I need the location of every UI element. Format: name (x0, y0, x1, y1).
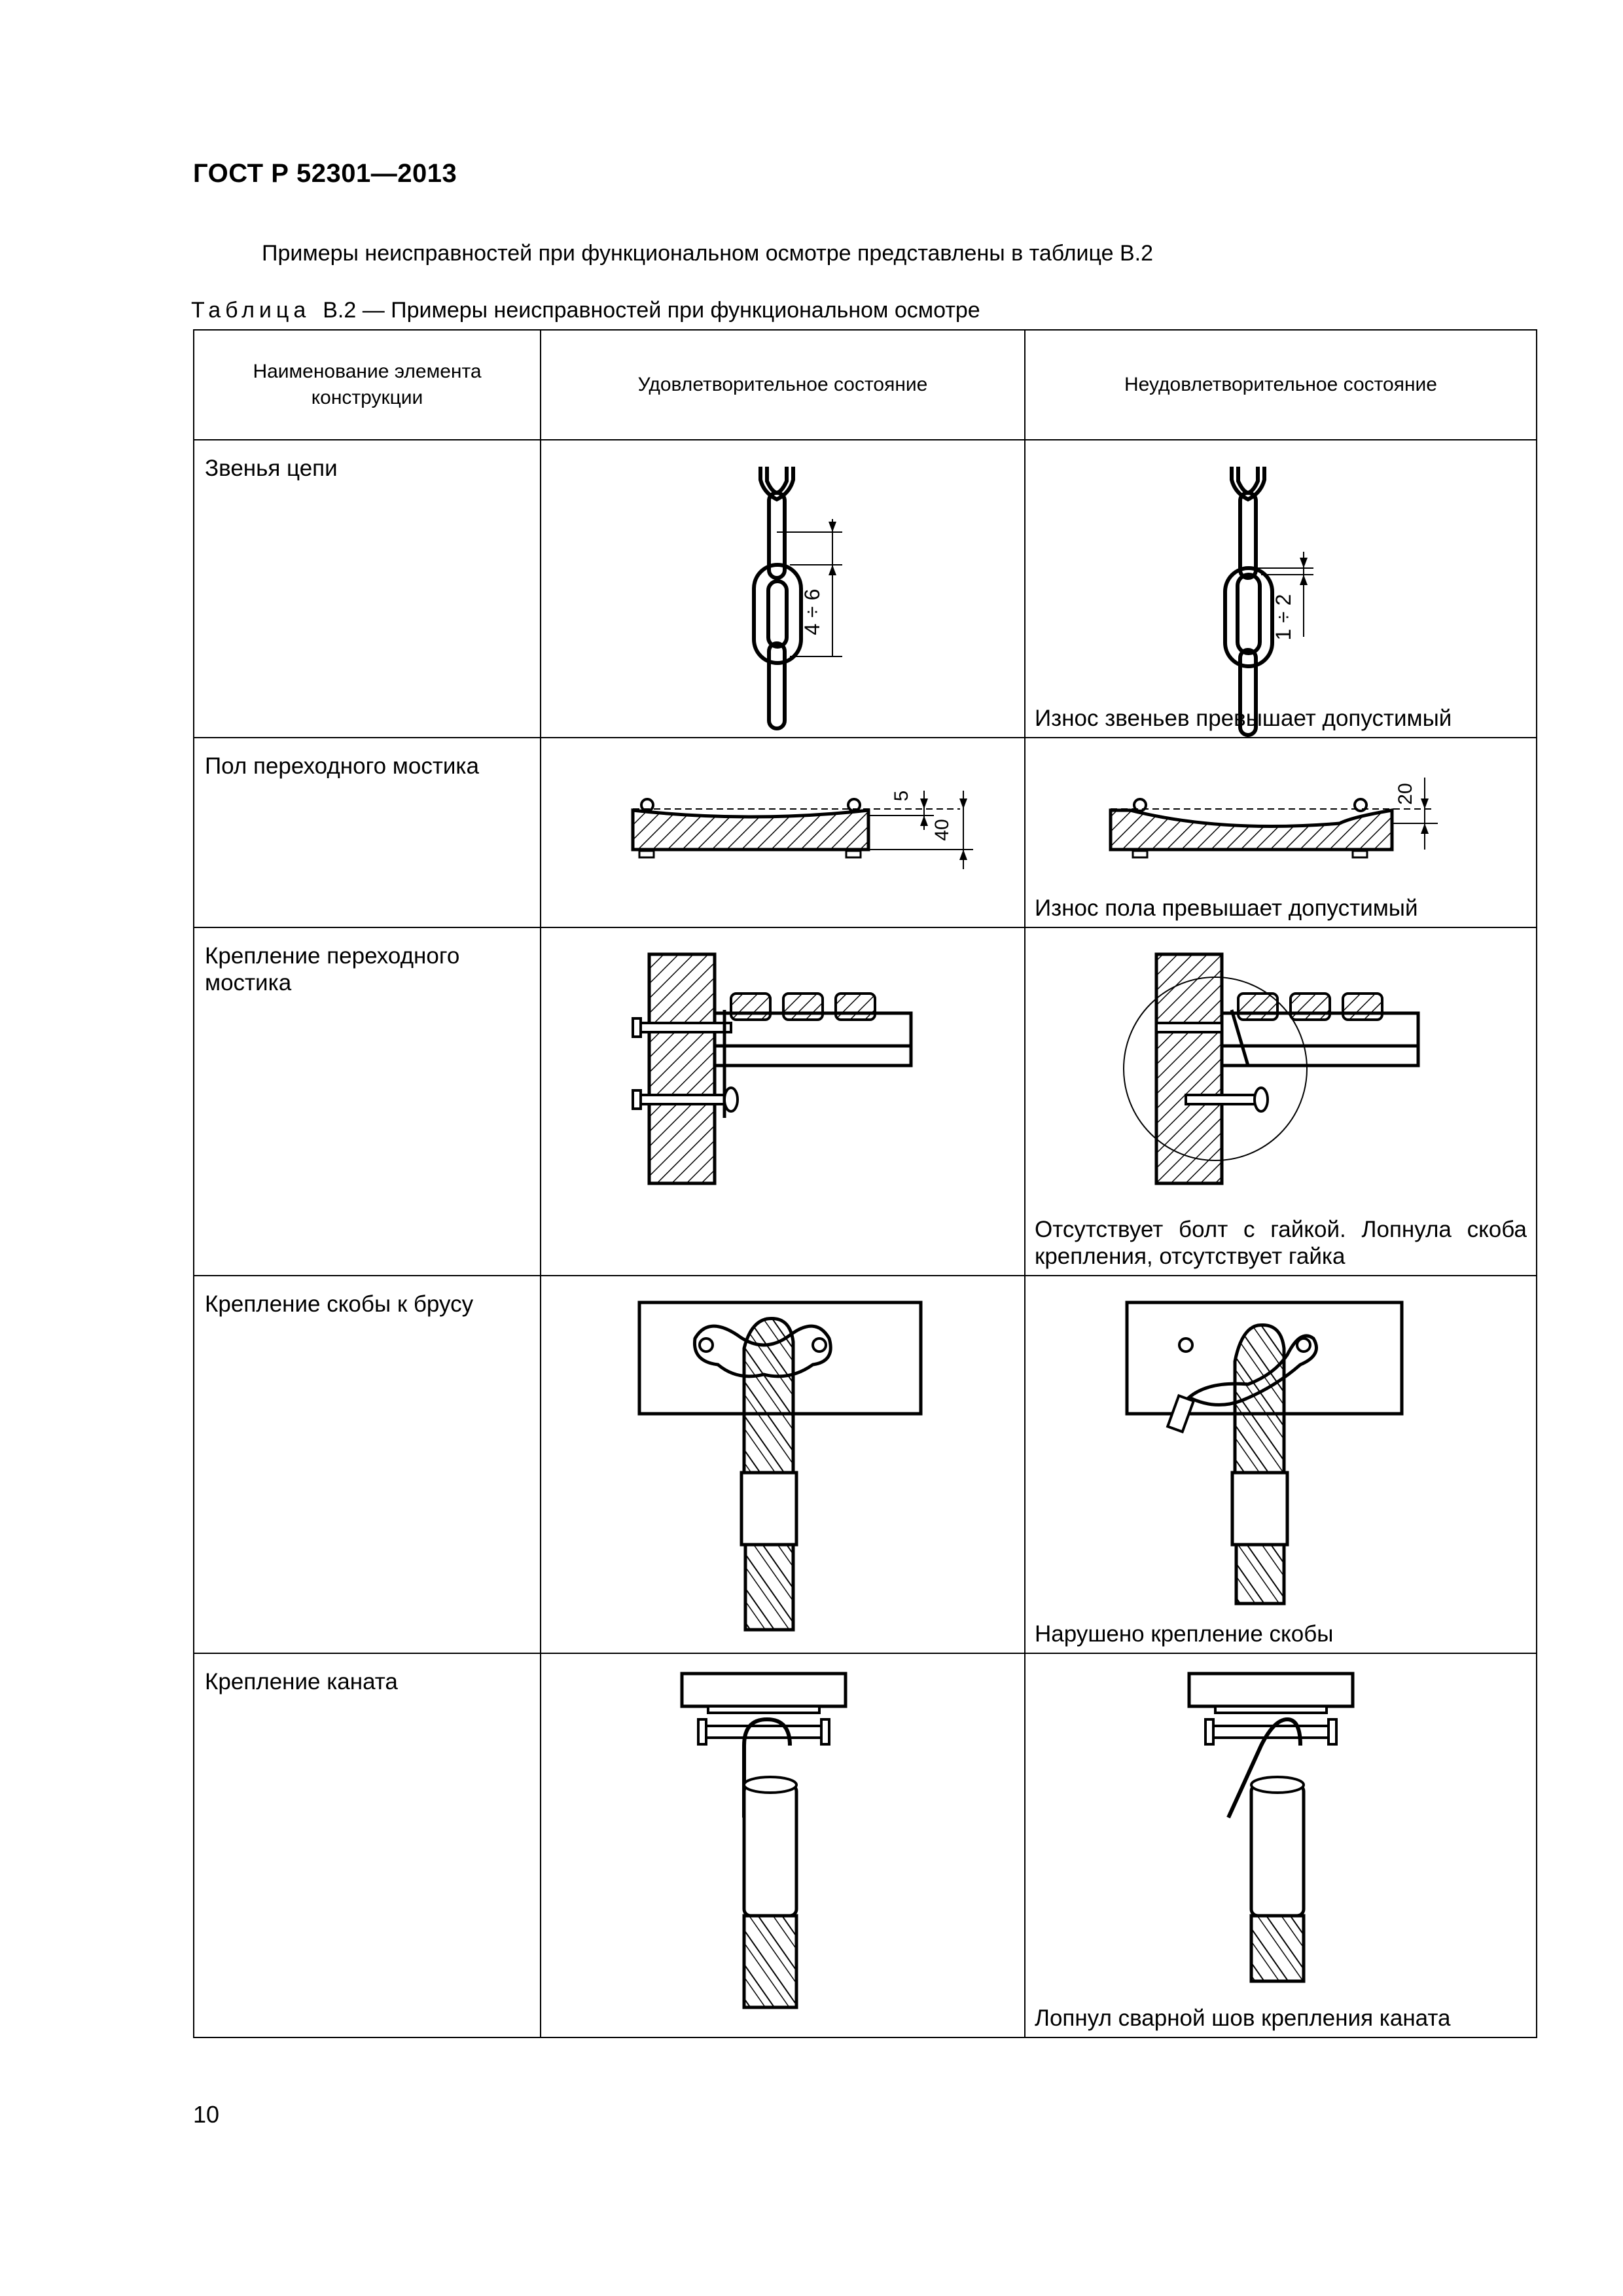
document-code: ГОСТ Р 52301—2013 (193, 159, 457, 188)
satisfactory-cell (541, 927, 1025, 1276)
unsatisfactory-cell (1025, 927, 1537, 1276)
unsatisfactory-cell (1025, 440, 1537, 738)
unsatisfactory-cell (1025, 1276, 1537, 1653)
row-name: Крепление скобы к брусу (194, 1276, 541, 1653)
defects-table (193, 329, 1537, 2038)
satisfactory-cell (541, 738, 1025, 927)
row-name: Звенья цепи (194, 440, 541, 738)
table-row (194, 927, 1537, 1276)
chain-bad-dimension: 1 ÷ 2 (1272, 594, 1295, 641)
chain-ok-dimension: 4 ÷ 6 (800, 588, 824, 636)
bracket-bad-figure (1026, 1276, 1537, 1653)
col-header-unsatisfactory: Неудовлетворительное состояние (1025, 330, 1537, 440)
defect-description: Отсутствует болт с гайкой. Лопнула скоба крепления, отсутствует гайка (1035, 1217, 1527, 1269)
row-name: Крепление каната (194, 1653, 541, 2037)
table-caption (191, 298, 980, 323)
defect-description: Износ пола превышает допустимый (1035, 895, 1418, 921)
bracket-ok-figure (541, 1276, 1026, 1653)
satisfactory-cell (541, 1653, 1025, 2037)
intro-paragraph: Примеры неисправностей при функциональном осмотре представлены в таблице В.2 (262, 241, 1153, 266)
table-caption-word: Таблица (191, 298, 311, 323)
floor-bad-dimension: 20 (1395, 783, 1416, 805)
satisfactory-cell (541, 440, 1025, 738)
col-header-element: Наименование элемента конструкции (194, 330, 541, 440)
col-header-satisfactory: Удовлетворительное состояние (541, 330, 1025, 440)
floor-ok-thickness-dimension: 40 (931, 819, 953, 841)
chain-ok-figure (541, 440, 1026, 737)
page-number: 10 (193, 2101, 220, 2128)
table-caption-text: В.2 — Примеры неисправностей при функциональном осмотре (323, 298, 980, 323)
floor-ok-wear-dimension: 5 (891, 790, 912, 802)
defect-description: Нарушено крепление скобы (1035, 1621, 1334, 1647)
row-name: Крепление переходного мостика (194, 927, 541, 1276)
rope-mount-bad-figure (1026, 1654, 1537, 2037)
unsatisfactory-cell (1025, 738, 1537, 927)
defect-description: Износ звеньев превышает допустимый (1035, 706, 1452, 731)
table-row (194, 738, 1537, 927)
chain-bad-figure (1026, 440, 1537, 737)
floor-ok-figure (541, 738, 1026, 927)
table-row (194, 1653, 1537, 2037)
table-row (194, 1276, 1537, 1653)
table-header-row (194, 330, 1537, 440)
satisfactory-cell (541, 1276, 1025, 1653)
table-row (194, 440, 1537, 738)
rope-mount-ok-figure (541, 1654, 1026, 2037)
row-name: Пол переходного мостика (194, 738, 541, 927)
bridge-mount-ok-figure (541, 928, 1026, 1275)
defect-description: Лопнул сварной шов крепления каната (1035, 2005, 1451, 2031)
unsatisfactory-cell (1025, 1653, 1537, 2037)
